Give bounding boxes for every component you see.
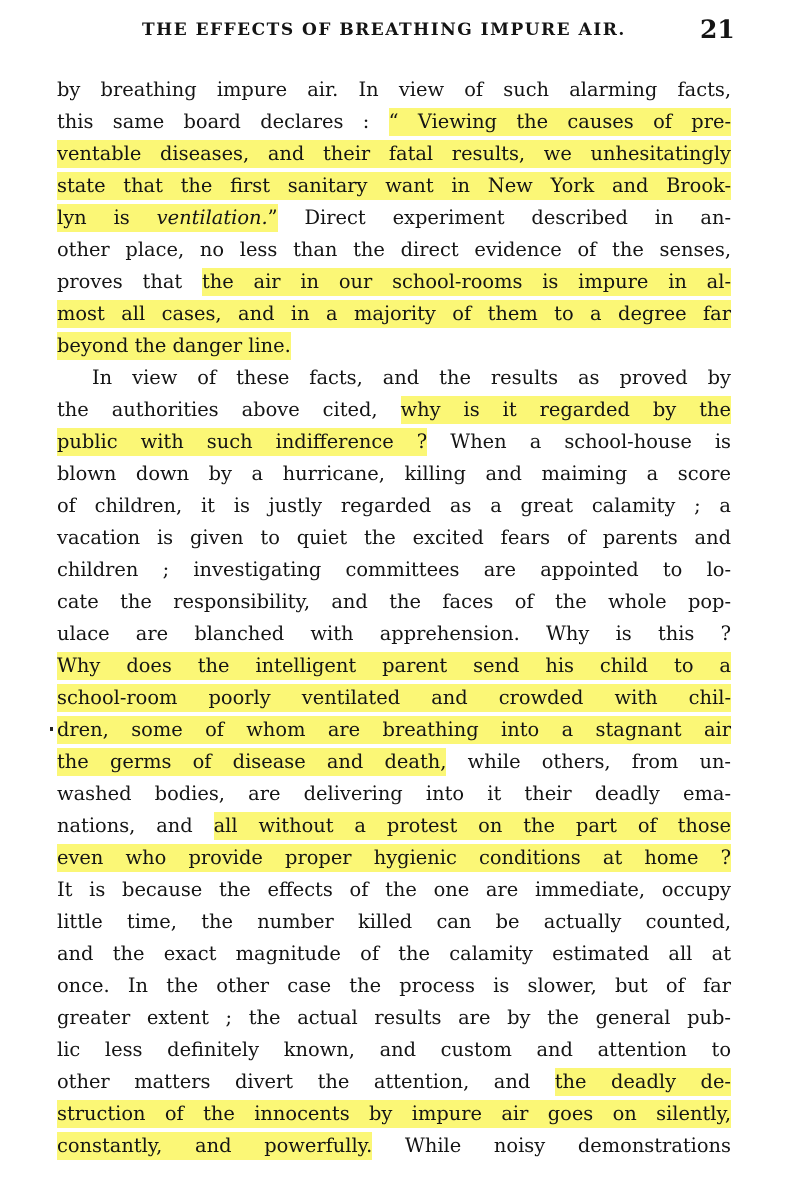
highlighted-passage: why is it regarded by the [400,398,731,421]
text-line: the authorities above cited, why is it regarded by the [57,398,731,421]
text-line: the germs of disease and death, while others, from un- [57,750,731,773]
highlighted-passage: struction of the innocents by impure air goes on silently, [57,1102,731,1125]
highlighted-passage: dren, some of whom are breathing into a stagnant air [57,718,731,741]
text-line [57,682,731,714]
text-line: lyn is ventilation.” Direct experiment described in an- [57,206,732,229]
text-line: little time, the number killed can be actually counted, [57,910,731,933]
text-line: greater extent ; the actual results are by the general pub- [57,1006,731,1029]
highlighted-passage: most all cases, and in a majority of them to a degree far [57,302,731,325]
text-line: other place, no less than the direct evidence of the senses, [57,238,731,261]
highlighted-passage: beyond the danger line. [57,334,291,357]
margin-mark [50,727,53,731]
text-line [57,842,731,874]
text-line: by breathing impure air. In view of such alarming facts, [57,78,731,101]
text-line [57,330,731,362]
highlighted-passage: all without a protest on the part of those [213,814,732,837]
text-line: ulace are blanched with apprehension. Why is this ? [57,622,731,645]
highlighted-passage: state that the first sanitary want in New York and Brook- [57,174,731,197]
highlighted-passage: the germs of disease and death, [57,750,447,773]
page-header [142,16,742,50]
highlighted-passage: the air in our school-rooms is impure in al- [201,270,731,293]
highlighted-passage: Why does the intelligent parent send his child to a [57,654,731,677]
text-line: children ; investigating committees are appointed to lo- [57,558,731,581]
text-line [57,170,731,202]
text-line [57,650,731,682]
text-line: once. In the other case the process is slower, but of far [57,974,731,997]
text-line: of children, it is justly regarded as a great calamity ; a [57,494,731,517]
highlighted-passage: even who provide proper hygienic conditions at home ? [57,846,731,869]
text-line: and the exact magnitude of the calamity estimated all at [57,942,731,965]
text-line: washed bodies, are delivering into it their deadly ema- [57,782,731,805]
highlighted-passage: public with such indifference ? [57,430,428,453]
text-line: cate the responsibility, and the faces of the whole pop- [57,590,731,613]
text-line: proves that the air in our school-rooms is impure in al- [57,270,731,293]
highlighted-passage: lyn is ventilation.” [57,206,278,229]
text-line: nations, and all without a protest on the part of those [57,814,732,837]
text-line [57,714,731,746]
text-line: public with such indifference ? When a school-house is [57,430,732,453]
text-line [57,138,731,170]
page-number: 21 [700,15,735,44]
text-line: this same board declares : “ Viewing the causes of pre- [57,110,731,133]
text-line: other matters divert the attention, and the deadly de- [57,1070,731,1093]
text-line: It is because the effects of the one are immediate, occupy [57,878,731,901]
text-line: vacation is given to quiet the excited fears of parents and [57,526,731,549]
highlighted-passage: constantly, and powerfully. [57,1134,373,1157]
text-line: lic less definitely known, and custom and attention to [57,1038,731,1061]
highlighted-passage: “ Viewing the causes of pre- [388,110,731,133]
text-line: constantly, and powerfully. While noisy demonstrations [57,1134,731,1157]
italic-word: ventilation. [156,206,268,229]
text-line: In view of these facts, and the results as proved by [92,366,731,389]
highlighted-passage: the deadly de- [554,1070,731,1093]
running-head: THE EFFECTS OF BREATHING IMPURE AIR. [142,20,626,40]
text-line [57,298,731,330]
text-line [57,1098,731,1130]
text-line: blown down by a hurricane, killing and maiming a score [57,462,731,485]
highlighted-passage: ventable diseases, and their fatal results, we unhesitatingly [57,142,731,165]
highlighted-passage: school-room poorly ventilated and crowded with chil- [57,686,731,709]
